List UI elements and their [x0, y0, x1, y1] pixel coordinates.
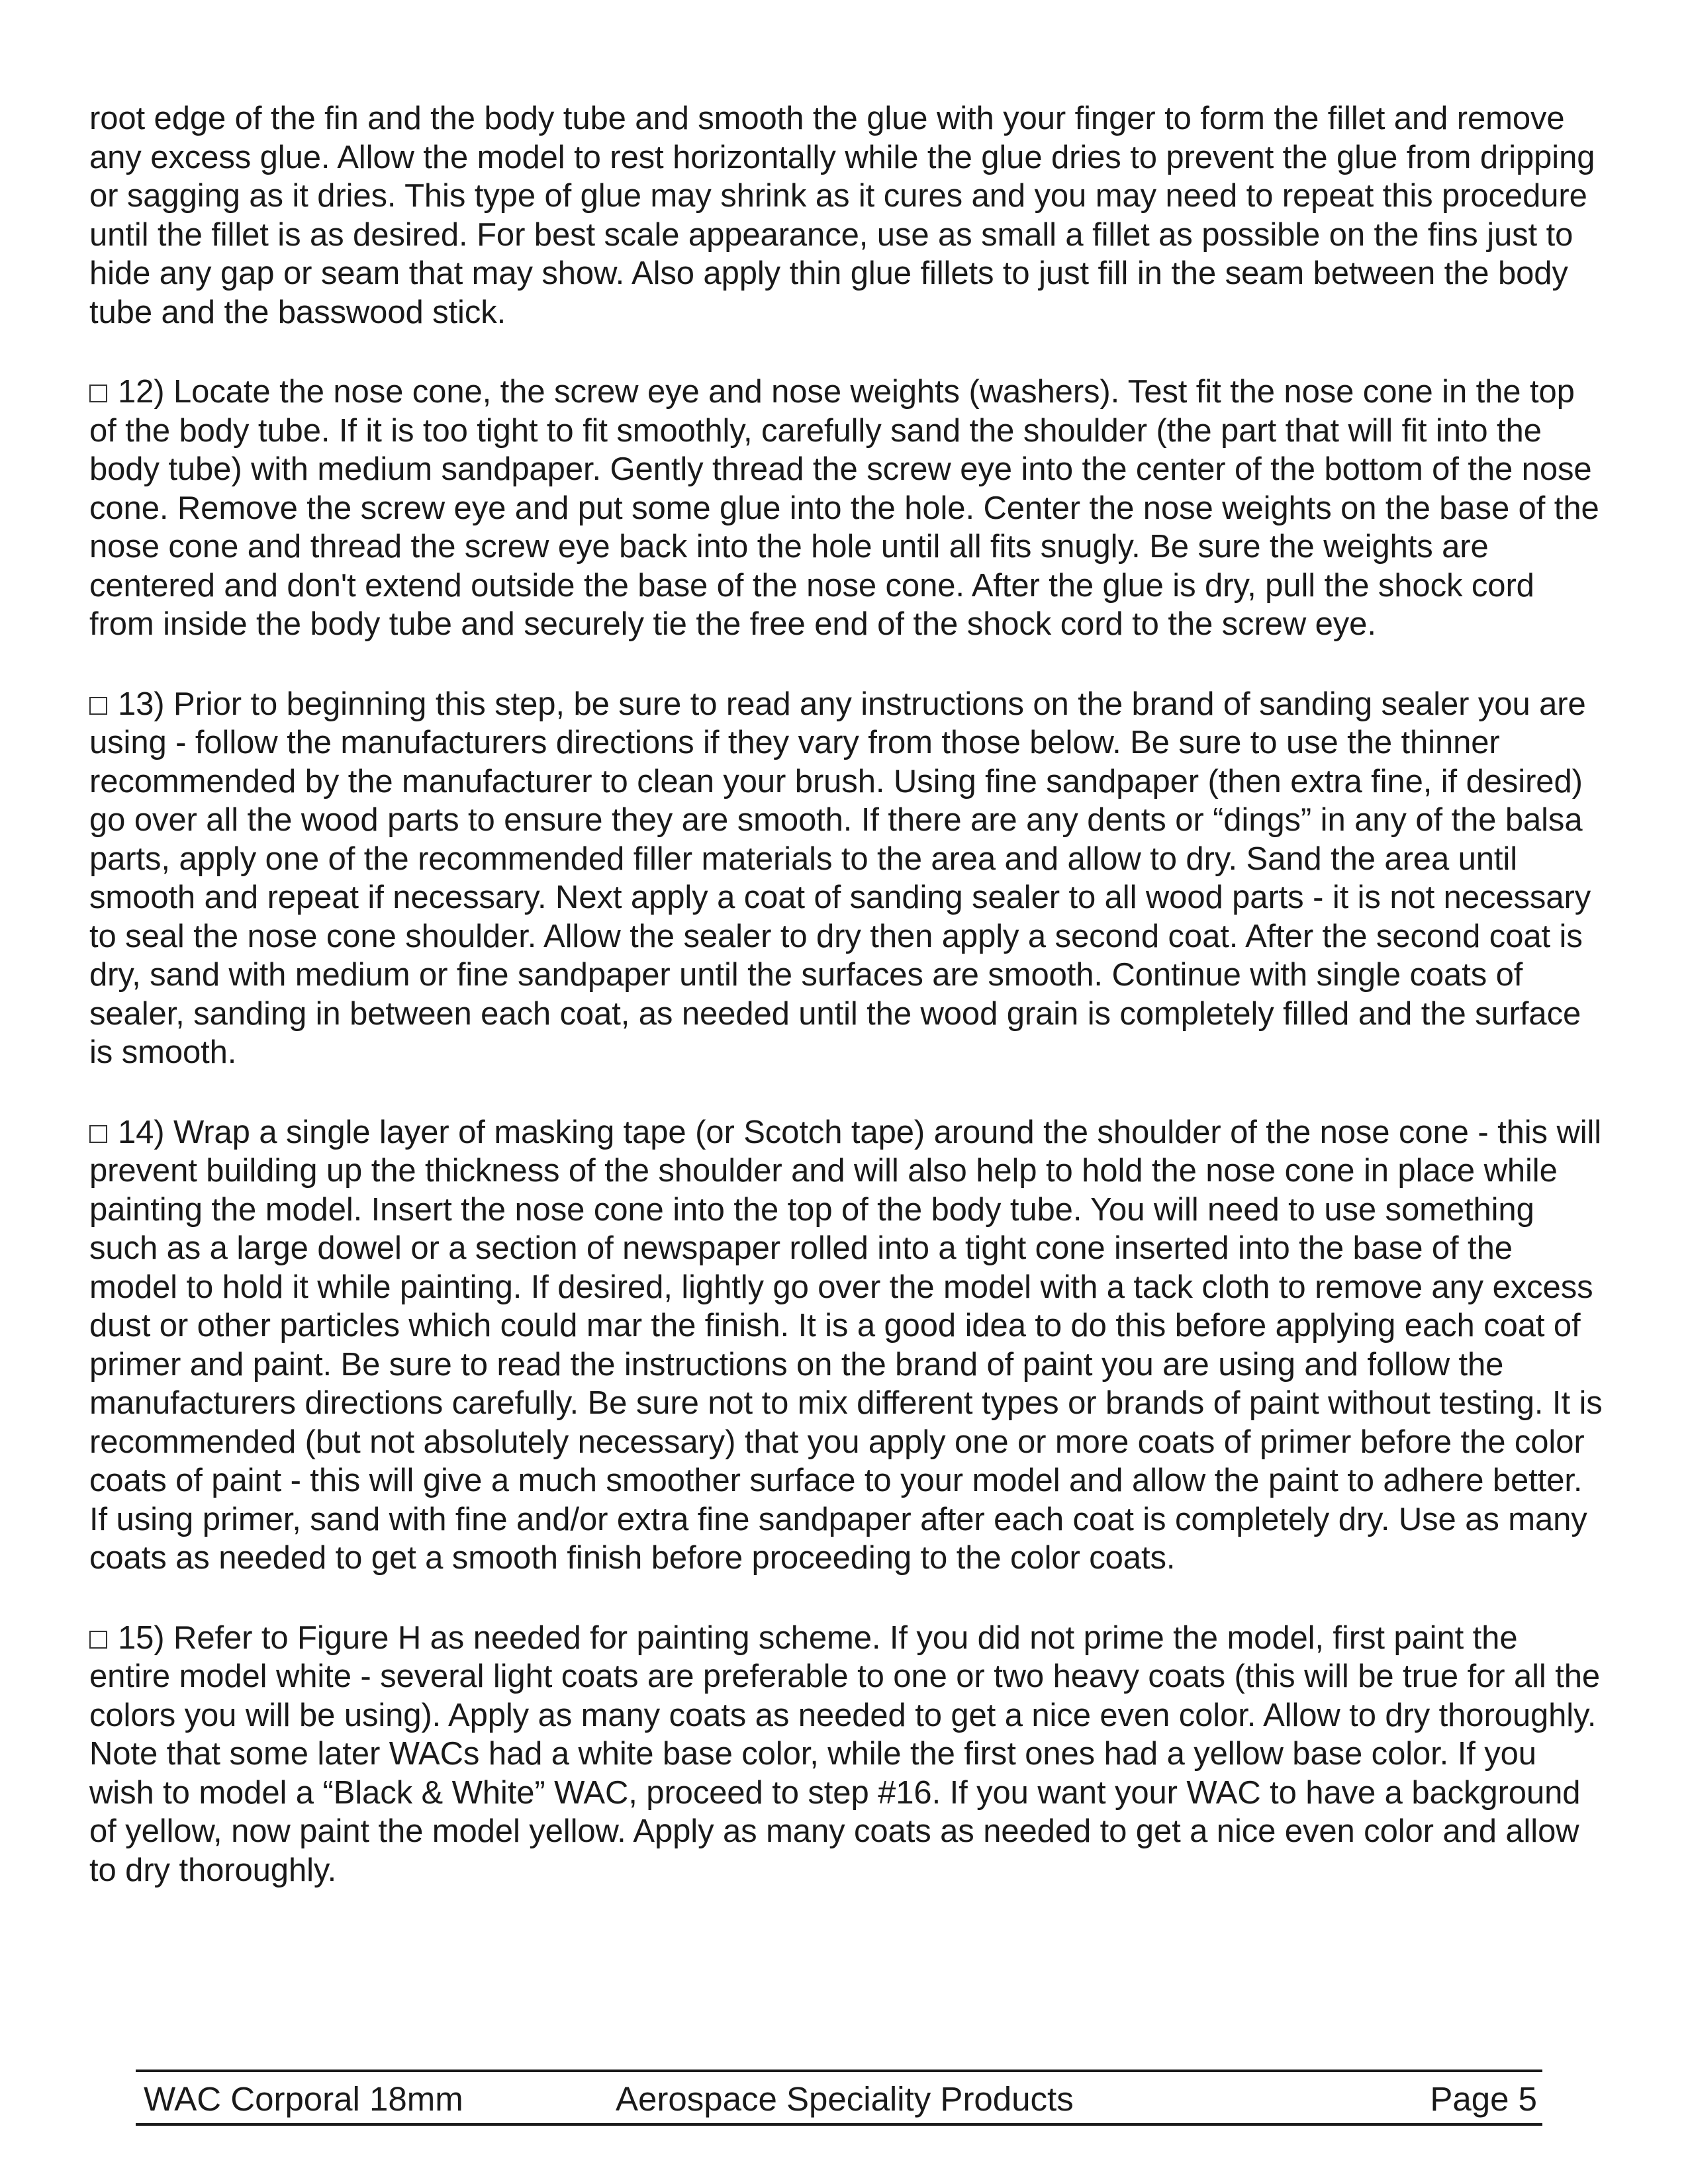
paragraph-text: 13) Prior to beginning this step, be sure to read any instructions on the brand of sanding sealer you are using - follow the manufacturers directions if they vary from those below. Be sure to use the thinner recommended by the manufacturer to clean your brush. Using fine sandpaper (then extra fine, if desired) go over all the wood parts to ensure they are smooth. If there are any dents or “dings” in any of the balsa parts, apply one of the recommended filler materials to the area and allow to dry. Sand the area until smooth and repeat if necessary. Next apply a coat of sanding sealer to all wood parts - it is not necessary to seal the nose cone shoulder. Allow the sealer to dry then apply a second coat. After the second coat is dry, sand with medium or fine sandpaper until the surfaces are smooth. Continue with single coats of sealer, sanding in between each coat, as needed until the wood grain is completely filled and the surface is smooth. [89, 686, 1591, 1070]
paragraph-text: root edge of the fin and the body tube and smooth the glue with your finger to form the fillet and remove any excess glue. Allow the model to rest horizontally while the glue dries to prevent the glue from dripping or sagging as it dries. This type of glue may shrink as it cures and you may need to repeat this procedure until the fillet is as desired. For best scale appearance, use as small a fillet as possible on the fins just to hide any gap or seam that may show. Also apply thin glue fillets to just fill in the seam between the body tube and the basswood stick. [89, 101, 1595, 330]
checkbox-icon [89, 697, 107, 715]
checkbox-icon [89, 385, 107, 402]
footer-page-number: Page 5 [1430, 2080, 1537, 2118]
paragraph-text: 15) Refer to Figure H as needed for painting scheme. If you did not prime the model, first paint the entire model white - several light coats are preferable to one or two heavy coats (this will be true for all the colors you will be using). Apply as many coats as needed to get a nice even color. Allow to dry thoroughly. Note that some later WACs had a white base color, while the first ones had a yellow base color. If you wish to model a “Black & White” WAC, proceed to step #16. If you want your WAC to have a background of yellow, now paint the model yellow. Apply as many coats as needed to get a nice even color and allow to dry thoroughly. [89, 1619, 1601, 1888]
step-14-paragraph [89, 1113, 1605, 1578]
checkbox-icon [89, 1631, 107, 1649]
paragraph-text: 12) Locate the nose cone, the screw eye and nose weights (washers). Test fit the nose cone in the top of the body tube. If it is too tight to fit smoothly, carefully sand the shoulder (the part that will fit into the body tube) with medium sandpaper. Gently thread the screw eye into the center of the bottom of the nose cone. Remove the screw eye and put some glue into the hole. Center the nose weights on the base of the nose cone and thread the screw eye back into the hole until all fits snugly. Be sure the weights are centered and don't extend outside the base of the nose cone. After the glue is dry, pull the shock cord from inside the body tube and securely tie the free end of the shock cord to the screw eye. [89, 374, 1599, 642]
footer-title: WAC Corporal 18mm [144, 2080, 463, 2118]
step-15-paragraph [89, 1619, 1605, 1890]
document-body [89, 99, 1605, 1931]
step-12-paragraph [89, 373, 1605, 644]
footer-company: Aerospace Speciality Products [616, 2080, 1074, 2118]
paragraph-text: 14) Wrap a single layer of masking tape (or Scotch tape) around the shoulder of the nose cone - this will prevent building up the thickness of the shoulder and will also help to hold the nose cone in place while painting the model. Insert the nose cone into the top of the body tube. You will need to use something such as a large dowel or a section of newspaper rolled into a tight cone inserted into the base of the model to hold it while painting. If desired, lightly go over the model with a tack cloth to remove any excess dust or other particles which could mar the finish. It is a good idea to do this before applying each coat of primer and paint. Be sure to read the instructions on the brand of paint you are using and follow the manufacturers directions carefully. Be sure not to mix different types or brands of paint without testing. It is recommended (but not absolutely necessary) that you apply one or more coats of primer before the color coats of paint - this will give a much smoother surface to your model and allow the paint to adhere better. If using primer, sand with fine and/or extra fine sandpaper after each coat is completely dry. Use as many coats as needed to get a smooth finish before proceeding to the color coats. [89, 1114, 1603, 1576]
paragraph-continuation [89, 99, 1605, 332]
checkbox-icon [89, 1125, 107, 1143]
page-footer [136, 2070, 1542, 2126]
step-13-paragraph [89, 685, 1605, 1072]
